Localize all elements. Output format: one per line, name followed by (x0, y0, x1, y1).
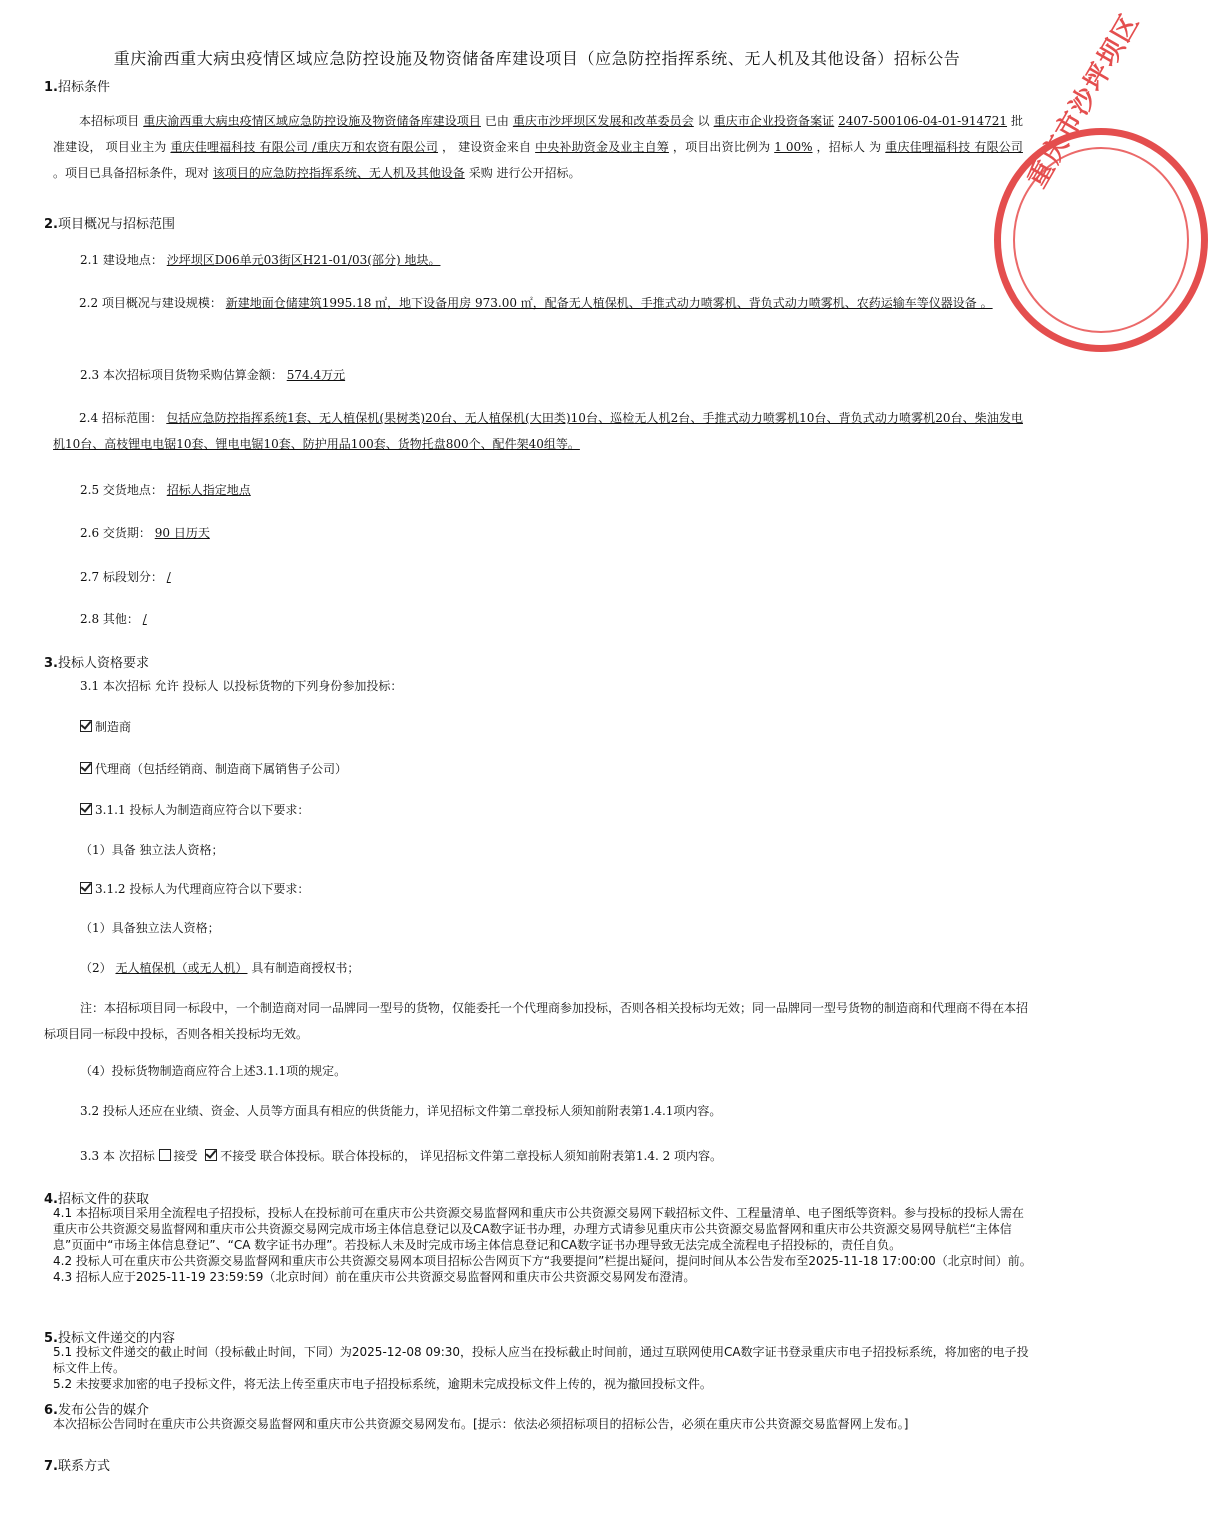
req-2: （1）具备独立法人资格； (80, 921, 220, 935)
item-2-1-value: 沙坪坝区D06单元03街区H21-01/03(部分) 地块。 (166, 253, 441, 267)
tender-scope: 该项目的应急防控指挥系统、无人机及其他设备 (212, 166, 465, 180)
option-accept-label: 接受 (173, 1149, 198, 1163)
option-manufacturer (80, 717, 131, 737)
item-2-4-value: 包括应急防控指挥系统1套、无人植保机(果树类)20台、无人植保机(大田类)10台、巡检无人机2台、手推式动力喷雾机10台、背负式动力喷雾机20台、柴油发电机10台、高枝锂电电锯10套、锂电电锯10套、防护用品100套、货物托盘800个、配件架40组等。 (53, 411, 1023, 451)
s1-text-2: 已由 (484, 114, 509, 128)
item-2-8-label: 2.8 其他： (80, 612, 139, 626)
checkbox-checked-icon (80, 762, 92, 774)
item-2-5-value: 招标人指定地点 (166, 483, 251, 497)
checkbox-checked-icon (80, 882, 92, 894)
line-6-1: 本次招标公告同时在重庆市公共资源交易监督网和重庆市公共资源交易网发布。[提示：依法必须招标项目的招标公告，必须在重庆市公共资源交易监督网上发布。] (53, 1417, 909, 1431)
req-3-suffix: 具有制造商授权书； (251, 961, 360, 975)
section-3-title: 投标人资格要求 (57, 656, 149, 671)
fund-ratio: 1 00% (774, 140, 813, 154)
item-2-2-label: 2.2 项目概况与建设规模： (79, 296, 222, 310)
section-3-num: 3. (44, 656, 58, 671)
approval-doc: 重庆市企业投资备案证 (713, 114, 835, 128)
section-1-paragraph (53, 108, 1023, 186)
item-3-2: 3.2 投标人还应在业绩、资金、人员等方面具有相应的供货能力，详见招标文件第二章投标人须知前附表第1.4.1项内容。 (80, 1104, 722, 1118)
s1-text-4: 批准建设， 项目业主为 (53, 114, 1023, 154)
item-2-5 (80, 480, 251, 500)
item-2-1 (80, 250, 440, 270)
checkbox-checked-icon (80, 803, 92, 815)
section-3-heading (44, 652, 149, 671)
s1-text-5: ， 建设资金来自 (442, 140, 532, 154)
section-1-num: 1. (44, 80, 58, 95)
section-7-heading (44, 1455, 110, 1474)
option-3-1-2 (80, 879, 309, 899)
option-3-1-2-label: 3.1.2 投标人为代理商应符合以下要求： (95, 882, 310, 896)
req-3-prefix: （2） (80, 961, 112, 975)
line-5-2: 5.2 未按要求加密的电子投标文件，将无法上传至重庆市电子招投标系统，逾期未完成投标文件上传的，视为撤回投标文件。 (53, 1377, 712, 1391)
req-1: （1）具备 独立法人资格； (80, 843, 224, 857)
item-2-6-label: 2.6 交货期： (80, 526, 151, 540)
line-5-1: 5.1 投标文件递交的截止时间（投标截止时间，下同）为2025-12-08 09:30，投标人应当在投标截止时间前，通过互联网使用CA数字证书登录重庆市电子招投标系统，将加密的电子投标文件上传。 (53, 1345, 1029, 1375)
project-name: 重庆渝西重大病虫疫情区域应急防控设施及物资储备库建设项目 (143, 114, 481, 128)
item-2-5-label: 2.5 交货地点： (80, 483, 163, 497)
s1-text-3: 以 (697, 114, 710, 128)
option-manufacturer-label: 制造商 (95, 720, 132, 734)
page-title: 重庆渝西重大病虫疫情区域应急防控设施及物资储备库建设项目（应急防控指挥系统、无人机及其他设备）招标公告 (113, 49, 961, 68)
approver: 重庆市沙坪坝区发展和改革委员会 (512, 114, 694, 128)
section-2-title: 项目概况与招标范围 (57, 217, 175, 232)
item-2-7 (80, 567, 171, 587)
option-agent (80, 759, 347, 779)
checkbox-checked-icon (80, 720, 92, 732)
item-2-4 (53, 405, 1023, 457)
note: 注：本招标项目同一标段中，一个制造商对同一品牌同一型号的货物，仅能委托一个代理商参加投标，否则各相关投标均无效；同一品牌同一型号货物的制造商和代理商不得在本招标项目同一标段中投标，否则各相关投标均无效。 (44, 1001, 1029, 1041)
section-6-num: 6. (44, 1403, 58, 1418)
req-3-value: 无人植保机（或无人机） (115, 961, 248, 975)
section-4-num: 4. (44, 1192, 58, 1207)
section-2-num: 2. (44, 217, 58, 232)
item-2-2-value: 新建地面仓储建筑1995.18 ㎡，地下设备用房 973.00 ㎡，配备无人植保机、手推式动力喷雾机、背负式动力喷雾机、农药运输车等仪器设备 。 (225, 296, 993, 310)
s1-text-9: 采购 进行公开招标。 (468, 166, 581, 180)
req-4: （4）投标货物制造商应符合上述3.1.1项的规定。 (80, 1064, 347, 1078)
option-reject-label: 不接受 (220, 1149, 257, 1163)
checkbox-unchecked-icon (159, 1149, 171, 1161)
section-6-title: 发布公告的媒介 (57, 1403, 149, 1418)
item-2-6-value: 90 日历天 (154, 526, 210, 540)
seal-text: 重庆市沙坪坝区 (1022, 8, 1147, 194)
item-3-3 (80, 1146, 722, 1166)
section-4-body (53, 1205, 1033, 1285)
s1-text-6: ，项目出资比例为 (672, 140, 771, 154)
line-4-1: 4.1 本招标项目采用全流程电子招投标，投标人在投标前可在重庆市公共资源交易监督网和重庆市公共资源交易网下载招标文件、工程量清单、电子图纸等资料。参与投标的投标人需在重庆市公共资源交易监督网和重庆市公共资源交易网完成市场主体信息登记以及CA数字证书办理，办理方式请参见重庆市公共资源交易监督网和重庆市公共资源交易网导航栏“主体信息”页面中“市场主体信息登记”、“CA 数字证书办理”。若投标人未及时完成市场主体信息登记和CA数字证书办理导致无法完成全流程电子招投标的，责任自负。 (53, 1206, 1024, 1252)
project-owner: 重庆佳哩福科技 有限公司 /重庆万和农资有限公司 (170, 140, 439, 154)
section-7-num: 7. (44, 1459, 58, 1474)
section-1-heading (44, 76, 110, 95)
req-3 (80, 958, 359, 978)
checkbox-checked-icon (205, 1149, 217, 1161)
option-3-1-1 (80, 800, 309, 820)
line-4-2: 4.2 投标人可在重庆市公共资源交易监督网和重庆市公共资源交易网本项目招标公告网页下方“我要提问”栏提出疑问，提问时间从本公告发布至2025-11-18 17:00:00（北京时间）前。 (53, 1254, 1032, 1268)
item-2-7-value: / (166, 570, 171, 584)
fund-source: 中央补助资金及业主自筹 (535, 140, 669, 154)
item-2-1-label: 2.1 建设地点： (80, 253, 163, 267)
s1-text-1: 本招标项目 (79, 114, 140, 128)
tenderer: 重庆佳哩福科技 有限公司 (885, 140, 1023, 154)
item-3-1: 3.1 本次招标 允许 投标人 以投标货物的下列身份参加投标： (80, 679, 403, 693)
section-7-title: 联系方式 (57, 1459, 110, 1474)
s1-text-7: ，招标人 为 (816, 140, 882, 154)
section-4-title: 招标文件的获取 (57, 1192, 149, 1207)
option-3-1-1-label: 3.1.1 投标人为制造商应符合以下要求： (95, 803, 310, 817)
item-2-3-label: 2.3 本次招标项目货物采购估算金额： (80, 368, 283, 382)
item-2-8-value: / (142, 612, 147, 626)
section-2-heading (44, 213, 175, 232)
item-2-3 (80, 365, 345, 385)
official-seal (994, 8, 1208, 352)
section-5-body (53, 1344, 1033, 1392)
item-2-7-label: 2.7 标段划分： (80, 570, 163, 584)
section-6-body (53, 1416, 1033, 1432)
section-5-title: 投标文件递交的内容 (57, 1331, 175, 1346)
section-1-title: 招标条件 (57, 80, 110, 95)
line-4-3: 4.3 招标人应于2025-11-19 23:59:59（北京时间）前在重庆市公共资源交易监督网和重庆市公共资源交易网发布澄清。 (53, 1270, 696, 1284)
item-3-3-text-a: 3.3 本 次招标 (80, 1149, 155, 1163)
item-2-3-value: 574.4万元 (286, 368, 346, 382)
s1-text-8: 。项目已具备招标条件，现对 (53, 166, 210, 180)
section-5-num: 5. (44, 1331, 58, 1346)
item-2-8 (80, 609, 147, 629)
item-2-2 (53, 290, 1023, 316)
option-agent-label: 代理商（包括经销商、制造商下属销售子公司） (95, 762, 348, 776)
approval-no: 2407-500106-04-01-914721 (838, 114, 1008, 128)
item-2-4-label: 2.4 招标范围： (79, 411, 163, 425)
item-2-6 (80, 523, 210, 543)
item-3-3-text-b: 联合体投标。联合体投标的， 详见招标文件第二章投标人须知前附表第1.4. 2 项内容。 (260, 1149, 723, 1163)
